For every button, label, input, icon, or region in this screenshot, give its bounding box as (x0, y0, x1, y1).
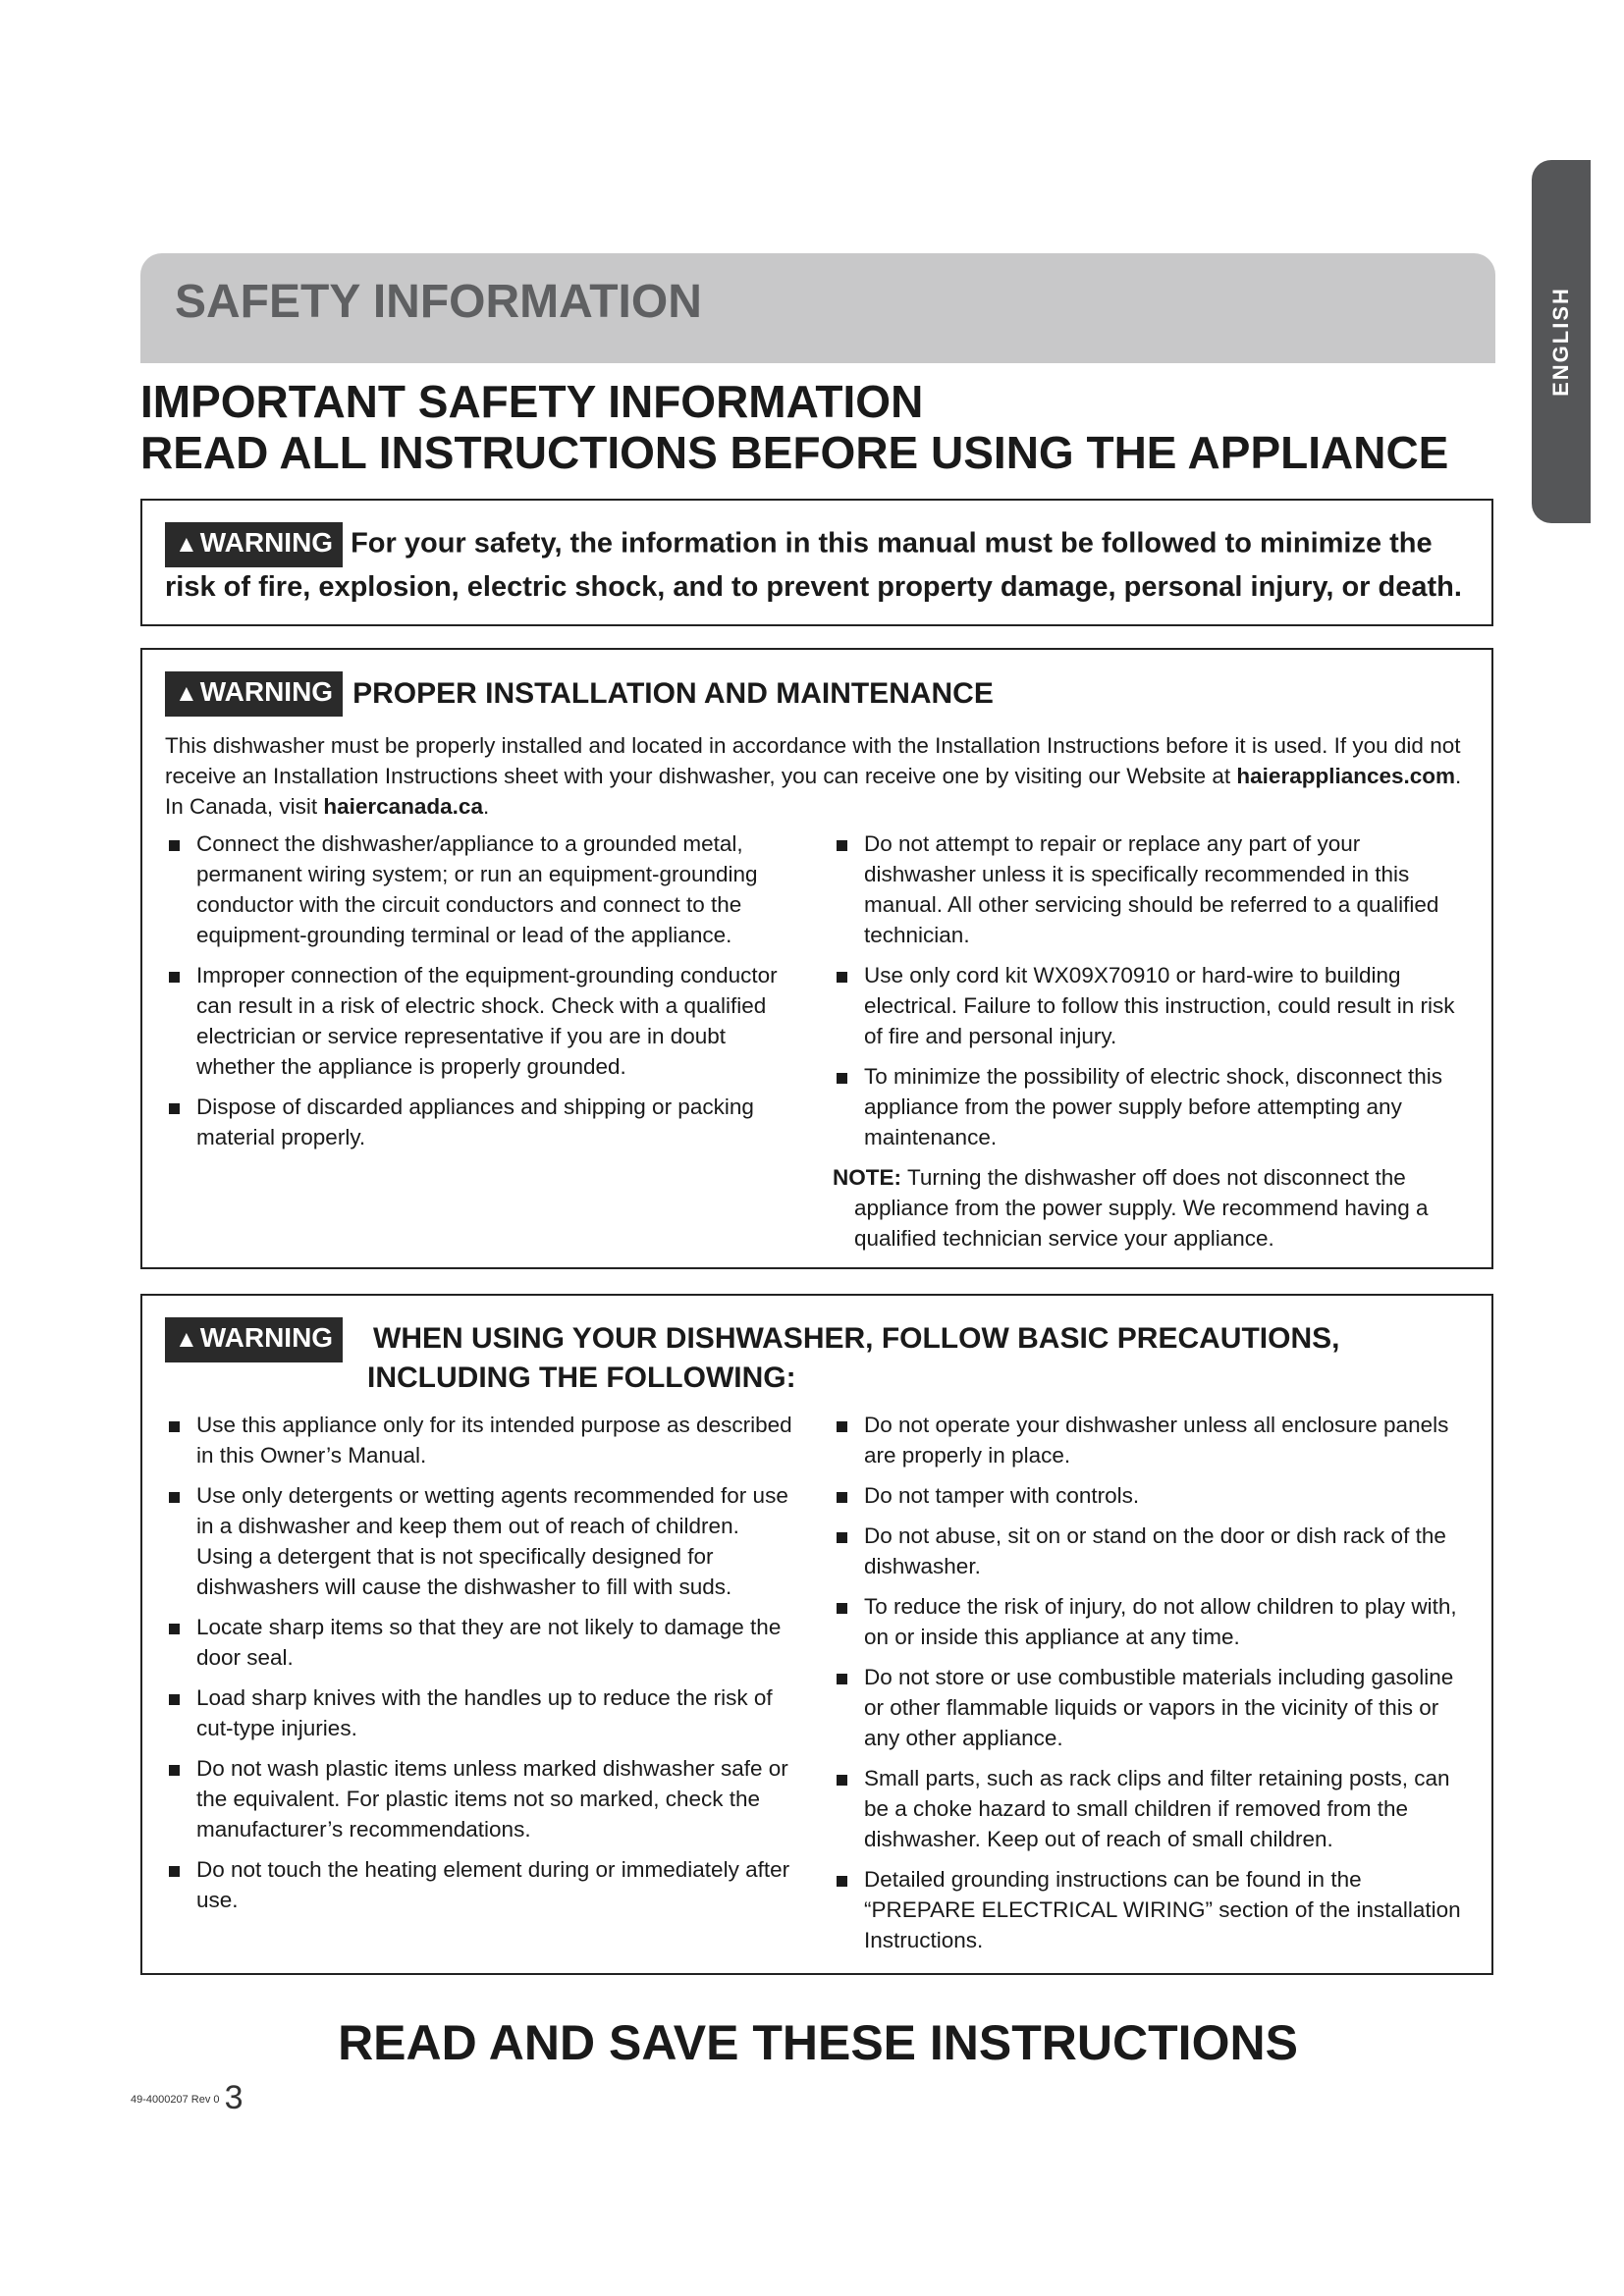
list-item: Do not attempt to repair or replace any part of your dishwasher unless it is specifically recommended in this manual. All other servicing should be referred to a qualified technician. (833, 828, 1471, 950)
list-item: Locate sharp items so that they are not likely to damage the door seal. (165, 1612, 793, 1673)
warning-triangle-icon: ▲ (175, 531, 198, 558)
list-item: Use only detergents or wetting agents recommended for use in a dishwasher and keep them out of reach of children. Using a detergent that is not specifically designed for dishwashers will cause the dishwasher to fill with suds. (165, 1480, 793, 1602)
section-header (140, 253, 1495, 363)
list-item: Dispose of discarded appliances and shipping or packing material properly. (165, 1092, 793, 1152)
list-item: Load sharp knives with the handles up to reduce the risk of cut-type injuries. (165, 1682, 793, 1743)
list-item: Do not store or use combustible materials including gasoline or other flammable liquids or vapors in the vicinity of this or any other appliance. (833, 1662, 1471, 1753)
footer-title-text: READ AND SAVE THESE INSTRUCTIONS (338, 2015, 1298, 2070)
warning-badge-label: WARNING (199, 527, 334, 558)
page-footer (131, 2079, 244, 2117)
top-warning-box (140, 499, 1493, 626)
warning-badge (165, 671, 343, 717)
list-item: To reduce the risk of injury, do not allow children to play with, on or inside this appliance at any time. (833, 1591, 1471, 1652)
haiercanada-link[interactable]: haiercanada.ca (323, 794, 483, 819)
box2-title-line1: WHEN USING YOUR DISHWASHER, FOLLOW BASIC PRECAUTIONS, (373, 1322, 1340, 1355)
page-title-line2: READ ALL INSTRUCTIONS BEFORE USING THE APPLIANCE (140, 427, 1449, 478)
list-item: Small parts, such as rack clips and filter retaining posts, can be a choke hazard to small children if removed from the dishwasher. Keep out of reach of small children. (833, 1763, 1471, 1854)
warning-triangle-icon: ▲ (175, 680, 198, 707)
box2-left-column (165, 1410, 793, 1925)
list-item: Do not tamper with controls. (833, 1480, 1471, 1511)
note-label: NOTE: (833, 1165, 901, 1190)
list-item: Do not touch the heating element during or immediately after use. (165, 1854, 793, 1915)
list-item: Connect the dishwasher/appliance to a grounded metal, permanent wiring system; or run an equipment-grounding conductor with the circuit conductors and connect to the equipment-grounding terminal or lead of the appliance. (165, 828, 793, 950)
warning-badge (165, 1317, 343, 1362)
page-title-line1: IMPORTANT SAFETY INFORMATION (140, 376, 924, 427)
haierappliances-link[interactable]: haierappliances.com (1236, 764, 1456, 788)
box2-title (367, 1319, 1363, 1398)
language-tab-label: ENGLISH (1548, 287, 1573, 397)
note-text: Turning the dishwasher off does not disconnect the appliance from the power supply. We recommend having a qualified technician service your appliance. (854, 1165, 1429, 1251)
installation-maintenance-box (140, 648, 1493, 1269)
list-item: Improper connection of the equipment-grounding conductor can result in a risk of electric shock. Check with a qualified electrician or service representative if you are in doubt whether the appliance is properly grounded. (165, 960, 793, 1082)
list-item: Do not abuse, sit on or stand on the door or dish rack of the dishwasher. (833, 1521, 1471, 1581)
list-item: Use this appliance only for its intended purpose as described in this Owner’s Manual. (165, 1410, 793, 1470)
language-tab (1532, 160, 1591, 523)
list-item: Do not wash plastic items unless marked dishwasher safe or the equivalent. For plastic items not so marked, check the manufacturer’s recommendations. (165, 1753, 793, 1844)
list-item: Do not operate your dishwasher unless all enclosure panels are properly in place. (833, 1410, 1471, 1470)
section-header-title: SAFETY INFORMATION (175, 276, 702, 328)
warning-triangle-icon: ▲ (175, 1326, 198, 1353)
list-item: Detailed grounding instructions can be found in the “PREPARE ELECTRICAL WIRING” section of the installation Instructions. (833, 1864, 1471, 1955)
warning-badge-label: WARNING (199, 1322, 334, 1353)
warning-badge (165, 522, 343, 567)
box1-right-column (833, 828, 1471, 1254)
box1-note (833, 1162, 1471, 1254)
doc-code: 49-4000207 Rev 0 (131, 2094, 220, 2106)
box2-header (165, 1317, 1461, 1406)
box2-title-line2: INCLUDING THE FOLLOWING: (367, 1362, 796, 1394)
top-warning-text-block (165, 522, 1471, 607)
box1-intro-mid: . In Canada, visit (165, 764, 1462, 819)
top-warning-text: For your safety, the information in this manual must be followed to minimize the risk of fire, explosion, electric shock, and to prevent property damage, personal injury, or death. (165, 527, 1462, 603)
warning-badge-label: WARNING (199, 676, 334, 707)
footer-title (0, 2014, 1624, 2071)
box1-intro-end: . (482, 794, 490, 819)
page-title (140, 376, 1448, 478)
list-item: To minimize the possibility of electric shock, disconnect this appliance from the power supply before attempting any maintenance. (833, 1061, 1471, 1152)
box1-header (165, 671, 1461, 717)
box2-right-column (833, 1410, 1471, 1965)
page-number: 3 (224, 2079, 244, 2116)
box1-intro (165, 730, 1481, 822)
box1-intro-pre: This dishwasher must be properly installed and located in accordance with the Installation Instructions before it is used. If you did not receive an Installation Instructions sheet with your dishwasher, you can receive one by visiting our Website at (165, 733, 1461, 788)
box1-title: PROPER INSTALLATION AND MAINTENANCE (352, 677, 994, 710)
basic-precautions-box (140, 1294, 1493, 1975)
box1-left-column (165, 828, 793, 1162)
list-item: Use only cord kit WX09X70910 or hard-wire to building electrical. Failure to follow this instruction, could result in risk of fire and personal injury. (833, 960, 1471, 1051)
